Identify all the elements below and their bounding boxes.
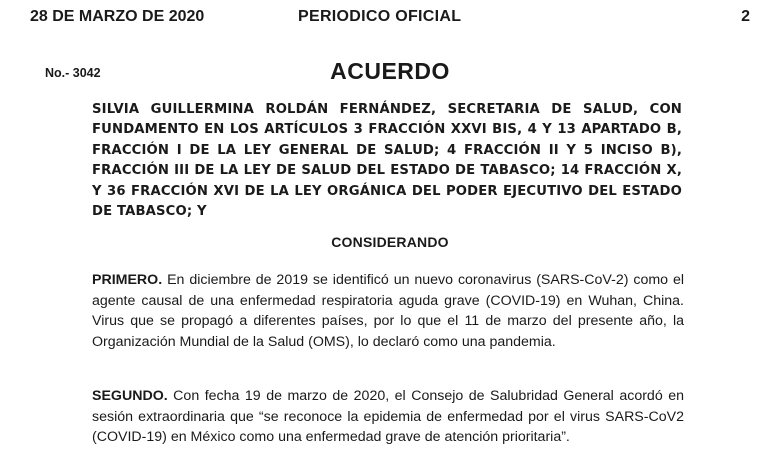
- section-heading: CONSIDERANDO: [331, 234, 449, 250]
- page-number: 2: [741, 8, 750, 25]
- document-number: No.- 3042: [45, 66, 101, 80]
- publication-date: 28 DE MARZO DE 2020: [30, 8, 205, 25]
- paragraph-primero: [92, 270, 684, 352]
- page-header: [30, 8, 750, 30]
- publication-title: PERIODICO OFICIAL: [298, 8, 462, 25]
- document-title: ACUERDO: [330, 58, 450, 84]
- paragraph-lead: SEGUNDO.: [92, 388, 168, 404]
- preamble: SILVIA GUILLERMINA ROLDÁN FERNÁNDEZ, SECRETARIA DE SALUD, CON FUNDAMENTO EN LOS ARTÍCULOS 3 FRACCIÓN XXVI BIS, 4 Y 13 APARTADO B, FRACCIÓN I DE LA LEY GENERAL DE SALUD; 4 FRACCIÓN II Y 5 INCISO B), FRACCIÓN III DE LA LEY DE SALUD DEL ESTADO DE TABASCO; 14 FRACCIÓN X, Y 36 FRACCIÓN XVI DE LA LEY ORGÁNICA DEL PODER EJECUTIVO DEL ESTADO DE TABASCO; Y: [92, 102, 682, 220]
- paragraph-text: Con fecha 19 de marzo de 2020, el Consejo de Salubridad General acordó en sesión extraordinaria que “se reconoce la epidemia de enfermedad por el virus SARS-CoV2 (COVID-19) en México como una enfermedad grave de atención prioritaria”.: [92, 388, 684, 446]
- paragraph-segundo: [92, 386, 684, 448]
- paragraph-lead: PRIMERO.: [92, 272, 163, 288]
- paragraph-text: En diciembre de 2019 se identificó un nuevo coronavirus (SARS-CoV-2) como el agente causal de una enfermedad respiratoria aguda grave (COVID-19) en Wuhan, China. Virus que se propagó a diferentes países, por lo que el 11 de marzo del presente año, la Organización Mundial de la Salud (OMS), lo declaró como una pandemia.: [92, 272, 684, 350]
